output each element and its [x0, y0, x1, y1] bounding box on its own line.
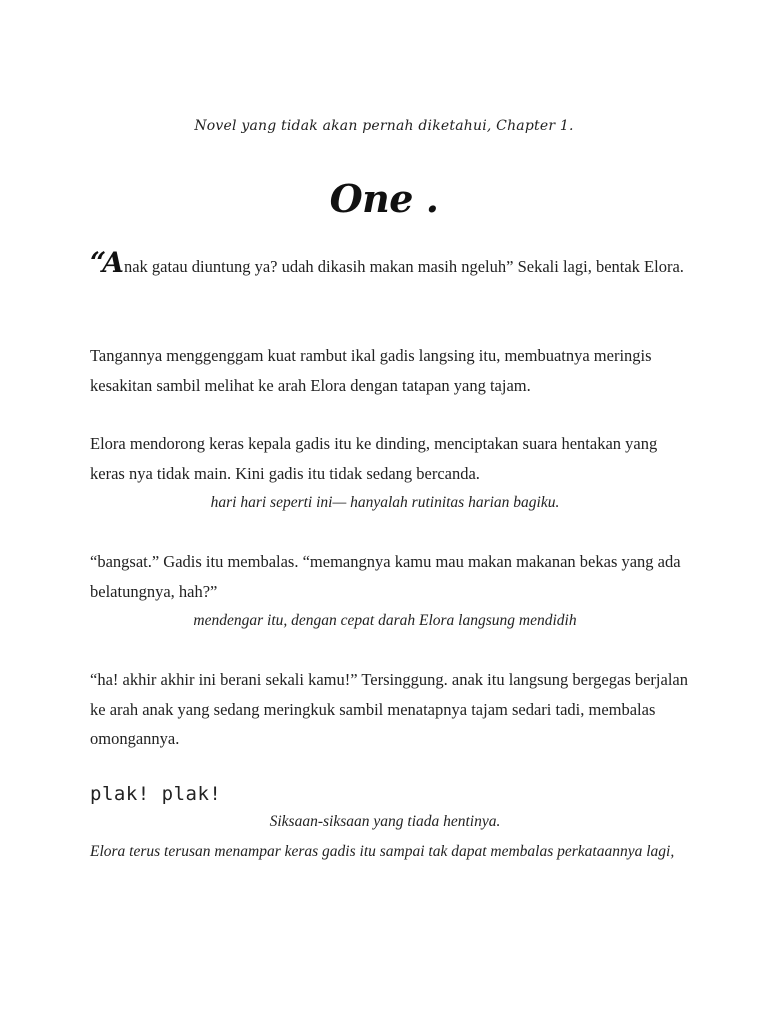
sound-effect: plak! plak!: [90, 783, 222, 805]
paragraph-3: Elora mendorong keras kepala gadis itu ke dinding, menciptakan suara hentakan yang keras nya tidak main. Kini gadis itu tidak sedang bercanda.: [90, 434, 658, 483]
paragraph-5: “ha! akhir akhir ini berani sekali kamu!” Tersinggung. anak itu langsung bergegas berjalan ke arah anak yang sedang meringkuk sambil menatapnya tajam sedari tadi, membalas omongannya.: [90, 670, 688, 748]
paragraph-1-text: nak gatau diuntung ya? udah dikasih makan masih ngeluh” Sekali lagi, bentak Elora.: [123, 257, 684, 276]
paragraph-4: “bangsat.” Gadis itu membalas. “memangnya kamu mau makan makanan bekas yang ada belatungnya, hah?”: [90, 552, 681, 601]
italic-line-3: Siksaan-siksaan yang tiada hentinya.: [269, 813, 501, 830]
italic-line-1: hari hari seperti ini— hanyalah rutinitas harian bagiku.: [210, 494, 560, 511]
paragraph-2: Tangannya menggenggam kuat rambut ikal gadis langsing itu, membuatnya meringis kesakitan sambil melihat ke arah Elora dengan tatapan yang tajam.: [90, 346, 652, 395]
italic-line-2: mendengar itu, dengan cepat darah Elora langsung mendidih: [193, 612, 577, 629]
chapter-title: One .: [329, 176, 439, 221]
novel-subtitle: Novel yang tidak akan pernah diketahui, Chapter 1.: [194, 118, 574, 134]
italic-paragraph: Elora terus terusan menampar keras gadis itu sampai tak dapat membalas perkataannya lagi,: [90, 843, 675, 860]
paragraph-1: [90, 246, 690, 282]
drop-cap: “A: [90, 246, 124, 279]
